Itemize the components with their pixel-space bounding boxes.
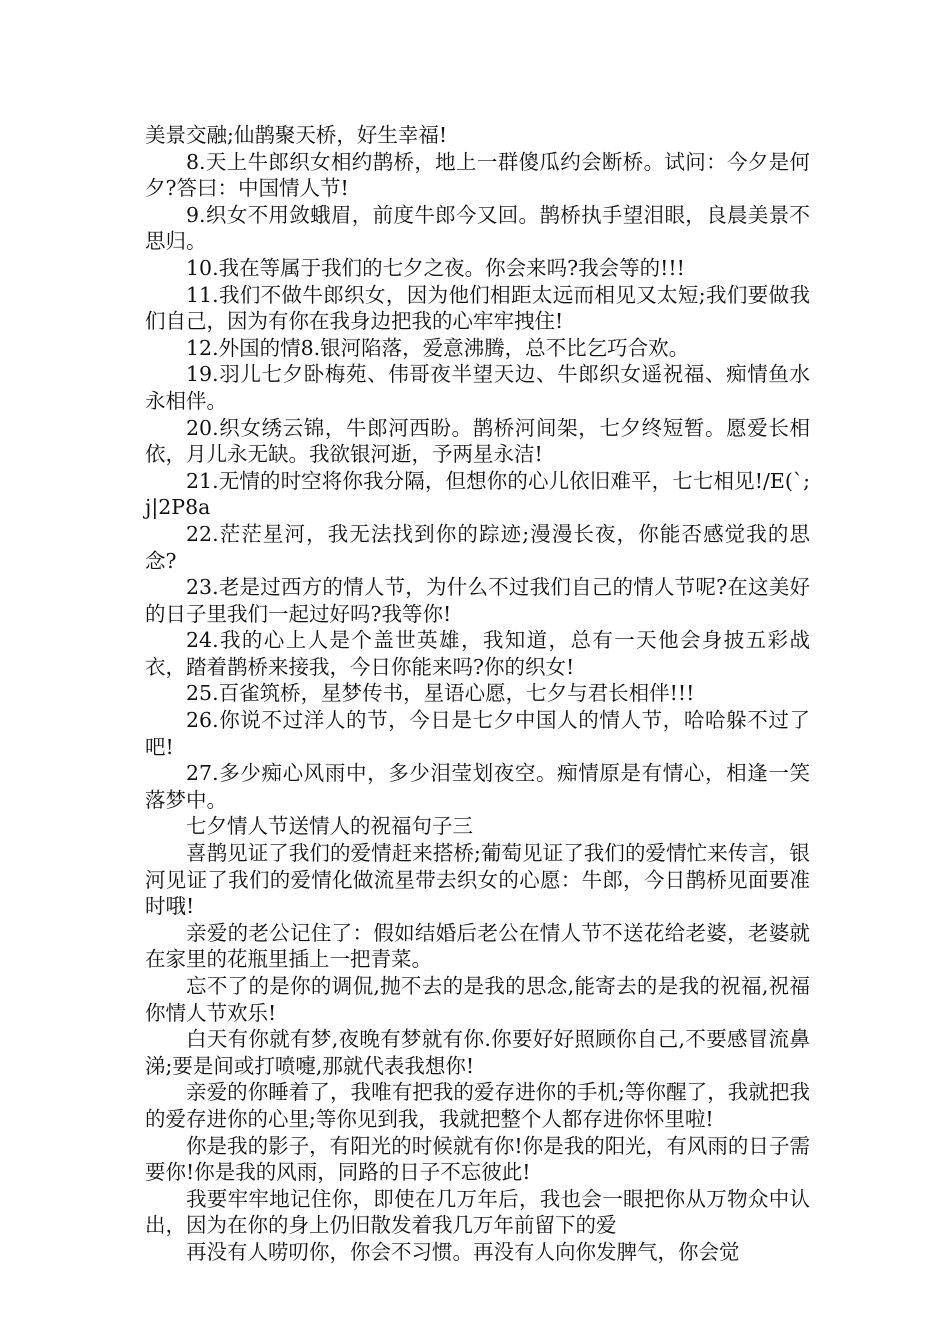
paragraph-20: 亲爱的你睡着了，我唯有把我的爱存进你的手机;等你醒了，我就把我的爱存进你的心里;等你见到我，我就把整个人都存进你怀里啦! <box>145 1080 810 1131</box>
paragraph-3: 10.我在等属于我们的七夕之夜。你会来吗?我会等的!!! <box>186 255 685 280</box>
document-body <box>145 122 810 1266</box>
paragraph-18: 忘不了的是你的调侃,抛不去的是我的思念,能寄去的是我的祝福,祝福你情人节欢乐! <box>145 974 810 1025</box>
paragraph-1: 8.天上牛郎织女相约鹊桥，地上一群傻瓜约会断桥。试问：今夕是何夕?答曰：中国情人节! <box>145 149 810 201</box>
paragraph-13: 26.你说不过洋人的节，今日是七夕中国人的情人节，哈哈躲不过了吧! <box>145 708 810 759</box>
paragraph-5: 12.外国的情8.银河陷落，爱意沸腾，总不比乞巧合欢。 <box>186 335 690 360</box>
paragraph-11: 24.我的心上人是个盖世英雄，我知道，总有一天他会身披五彩战衣，踏着鹊桥来接我，今日你能来吗?你的织女! <box>145 628 810 679</box>
paragraph-21: 你是我的影子，有阳光的时候就有你!你是我的阳光，有风雨的日子需要你!你是我的风雨，同路的日子不忘彼此! <box>145 1133 810 1185</box>
paragraph-12: 25.百雀筑桥，星梦传书，星语心愿，七夕与君长相伴!!! <box>186 681 695 706</box>
paragraph-9: 22.茫茫星河，我无法找到你的踪迹;漫漫长夜，你能否感觉我的思念? <box>145 521 810 573</box>
paragraph-23: 再没有人唠叨你，你会不习惯。再没有人向你发脾气，你会觉 <box>186 1239 740 1264</box>
paragraph-14: 27.多少痴心风雨中，多少泪莹划夜空。痴情原是有情心，相逢一笑落梦中。 <box>145 761 810 812</box>
paragraph-22: 我要牢牢地记住你，即使在几万年后，我也会一眼把你从万物众中认出，因为在你的身上仍旧散发着我几万年前留下的爱 <box>145 1186 810 1238</box>
paragraph-16: 喜鹊见证了我们的爱情赶来搭桥;葡萄见证了我们的爱情忙来传言，银河见证了我们的爱情化做流星带去织女的心愿：牛郎，今日鹊桥见面要准时哦! <box>145 841 810 919</box>
section-heading: 七夕情人节送情人的祝福句子三 <box>186 814 473 839</box>
paragraph-10: 23.老是过西方的情人节，为什么不过我们自己的情人节呢?在这美好的日子里我们一起过好吗?我等你! <box>145 575 810 626</box>
paragraph-6: 19.羽儿七夕卧梅苑、伟哥夜半望天边、牛郎织女遥祝福、痴情鱼水永相伴。 <box>145 362 810 413</box>
paragraph-4: 11.我们不做牛郎织女，因为他们相距太远而相见又太短;我们要做我们自己，因为有你在我身边把我的心牢牢拽住! <box>145 282 810 334</box>
paragraph-8: 21.无情的时空将你我分隔，但想你的心儿依旧难平，七七相见!/E(`;j|2P8a <box>145 468 810 520</box>
paragraph-2: 9.织女不用敛蛾眉，前度牛郎今又回。鹊桥执手望泪眼，良晨美景不思归。 <box>145 202 810 254</box>
paragraph-7: 20.织女绣云锦，牛郎河西盼。鹊桥河间架，七夕终短暂。愿爱长相依，月儿永无缺。我欲银河逝，予两星永洁! <box>145 415 810 467</box>
paragraph-17: 亲爱的老公记住了：假如结婚后老公在情人节不送花给老婆，老婆就在家里的花瓶里插上一把青菜。 <box>145 920 810 972</box>
paragraph-0: 美景交融;仙鹊聚天桥，好生幸福! <box>145 123 448 147</box>
paragraph-19: 白天有你就有梦,夜晚有梦就有你.你要好好照顾你自己,不要感冒流鼻涕;要是间或打喷嚏,那就代表我想你! <box>145 1027 810 1078</box>
